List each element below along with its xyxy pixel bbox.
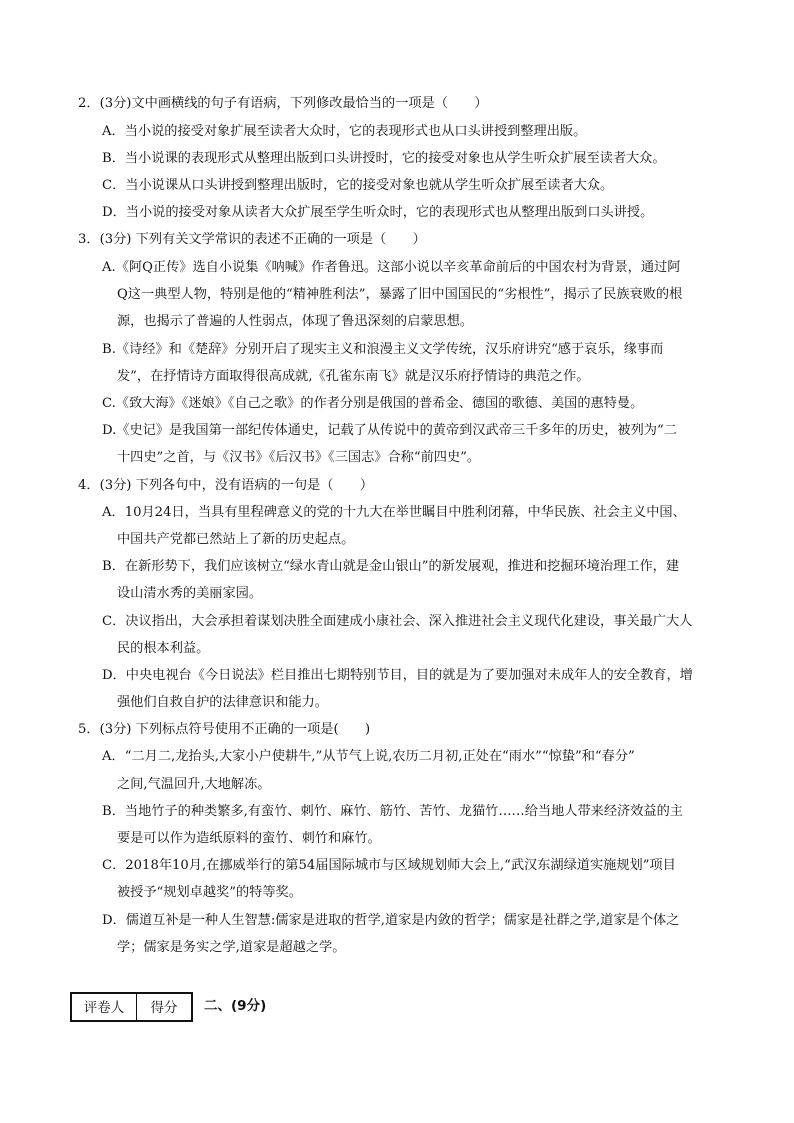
question-2-option-d: D．当小说的接受对象从读者大众扩展至学生听众时，它的表现形式也从整理出版到口头讲授。 — [102, 205, 654, 220]
question-5-option-d-line1: D．儒道互补是一种人生智慧:儒家是进取的哲学,道家是内敛的哲学；儒家是社群之学,道家是个体之 — [102, 913, 680, 928]
question-2-stem: 2．(3分)文中画横线的句子有语病，下列修改最恰当的一项是（ ） — [78, 96, 488, 111]
question-2-option-a: A．当小说的接受对象扩展至读者大众时，它的表现形式也从口头讲授到整理出版。 — [102, 124, 587, 139]
question-5-option-c-line2: 被授予“规划卓越奖”的特等奖。 — [117, 885, 302, 900]
question-5-option-d-line2: 学；儒家是务实之学,道家是超越之学。 — [117, 940, 346, 955]
question-5-option-a-line1: A．“二月二,龙抬头,大家小户使耕牛,”从节气上说,农历二月初,正处在“雨水”“惊蛰”和“春分” — [102, 749, 635, 764]
question-3-option-a-line1: A.《阿Q正传》选自小说集《呐喊》作者鲁迅。这部小说以辛亥革命前后的中国农村为背景，通过阿 — [102, 260, 681, 275]
question-4-option-d-line2: 强他们自救自护的法律意识和能力。 — [117, 695, 328, 710]
question-3-option-a-line3: 源，也揭示了普遍的人性弱点，体现了鲁迅深刻的启蒙思想。 — [117, 314, 474, 329]
question-3-option-b-line2: 发”，在抒情诗方面取得很高成就,《孔雀东南飞》就是汉乐府抒情诗的典范之作。 — [117, 369, 590, 384]
section-title: 二、(9分) — [204, 998, 267, 1014]
question-4-option-a-line2: 中国共产党都已然站上了新的历史起点。 — [117, 532, 355, 547]
question-4-option-b-line2: 设山清水秀的美丽家园。 — [117, 586, 263, 601]
question-3-stem: 3．(3分) 下列有关文学常识的表述不正确的一项是（ ） — [78, 232, 426, 247]
question-3-option-d-line2: 十四史”之首，与《汉书》《后汉书》《三国志》合称“前四史”。 — [117, 450, 481, 465]
question-5-option-b-line1: B．当地竹子的种类繁多,有蛮竹、刺竹、麻竹、筋竹、苦竹、龙猫竹……给当地人带来经济效益的主 — [102, 804, 683, 819]
score-cell: 得分 — [150, 1000, 178, 1016]
question-4-option-c-line1: C．决议指出，大会承担着谋划决胜全面建成小康社会、深入推进社会主义现代化建设，事关最广大人 — [102, 614, 693, 629]
question-4-option-b-line1: B．在新形势下，我们应该树立“绿水青山就是金山银山”的新发展观，推进和挖掘环境治理工作，建 — [102, 559, 680, 574]
reviewer-cell: 评卷人 — [72, 994, 137, 1020]
question-5-option-a-line2: 之间,气温回升,大地解冻。 — [117, 777, 271, 792]
question-5-stem: 5．(3分) 下列标点符号使用不正确的一项是( ) — [78, 722, 371, 737]
question-4-option-c-line2: 民的根本利益。 — [117, 641, 210, 656]
question-2-option-b: B．当小说课的表现形式从整理出版到口头讲授时，它的接受对象也从学生听众扩展至读者大众。 — [102, 151, 666, 166]
question-3-option-b-line1: B.《诗经》和《楚辞》分别开启了现实主义和浪漫主义文学传统，汉乐府讲究“感于哀乐，缘事而 — [102, 342, 664, 357]
question-4-option-d-line1: D．中央电视台《今日说法》栏目推出七期特别节目，目的就是为了要加强对未成年人的安全教育，增 — [102, 668, 693, 683]
question-5-option-b-line2: 要是可以作为造纸原料的蛮竹、刺竹和麻竹。 — [117, 831, 381, 846]
score-table — [70, 992, 193, 1022]
question-3-option-c: C.《致大海》《迷娘》《自己之歌》的作者分别是俄国的普希金、德国的歌德、美国的惠特曼。 — [102, 396, 644, 411]
question-3-option-a-line2: Q这一典型人物，特别是他的“精神胜利法”，暴露了旧中国国民的“劣根性”，揭示了民族衰败的根 — [117, 287, 683, 302]
question-3-option-d-line1: D.《史记》是我国第一部纪传体通史，记载了从传说中的黄帝到汉武帝三千多年的历史，被列为“二 — [102, 423, 677, 438]
question-2-option-c: C．当小说课从口头讲授到整理出版时，它的接受对象也就从学生听众扩展至读者大众。 — [102, 178, 614, 193]
question-4-option-a-line1: A．10月24日，当具有里程碑意义的党的十九大在举世瞩目中胜利闭幕，中华民族、社会主义中国、 — [102, 505, 686, 520]
question-4-stem: 4．(3分) 下列各句中，没有语病的一句是（ ） — [78, 478, 374, 493]
question-5-option-c-line1: C．2018年10月,在挪威举行的第54届国际城市与区域规划师大会上,“武汉东湖绿道实施规划”项目 — [102, 858, 676, 873]
